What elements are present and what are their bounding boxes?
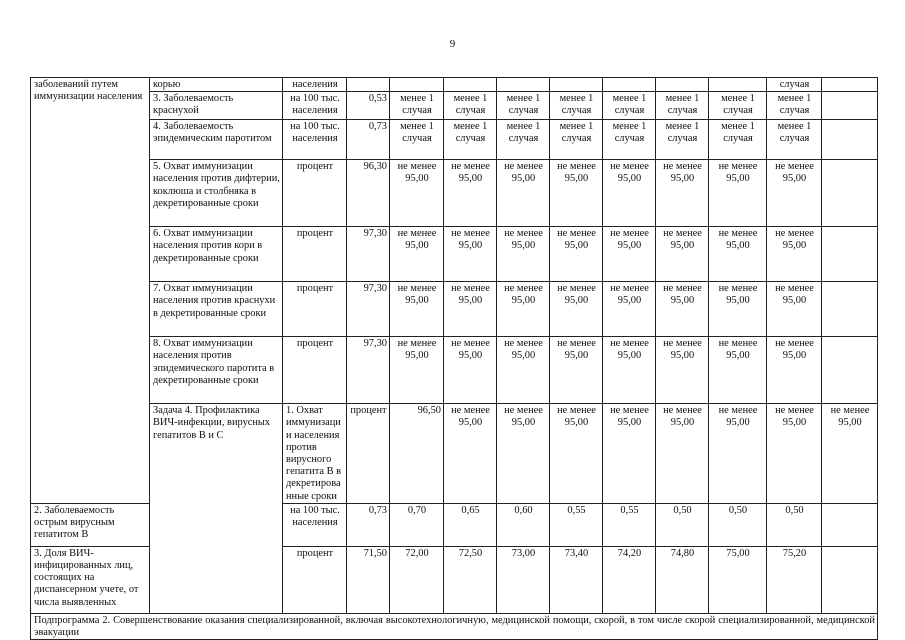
year-value-cell: менее 1 случая: [603, 120, 656, 160]
indicator-cell: корью: [150, 78, 283, 92]
year-value-cell: [822, 120, 878, 160]
table-row: [31, 78, 878, 92]
year-value-cell: менее 1 случая: [444, 120, 497, 160]
base-value-cell: 97,30: [347, 337, 390, 404]
base-value-cell: 96,50: [390, 404, 444, 504]
year-value-cell: 72,00: [390, 546, 444, 613]
year-value-cell: [603, 78, 656, 92]
year-value-cell: менее 1 случая: [656, 92, 709, 120]
year-value-cell: не менее 95,00: [656, 160, 709, 227]
year-value-cell: не менее 95,00: [656, 337, 709, 404]
year-value-cell: [822, 160, 878, 227]
year-value-cell: не менее 95,00: [709, 227, 767, 282]
year-value-cell: не менее 95,00: [390, 227, 444, 282]
table-row: [31, 404, 878, 504]
year-value-cell: не менее 95,00: [444, 227, 497, 282]
year-value-cell: [822, 503, 878, 546]
task-cell: Задача 4. Профилактика ВИЧ-инфекции, вирусных гепатитов В и С: [150, 404, 283, 614]
year-value-cell: 74,80: [656, 546, 709, 613]
year-value-cell: 0,50: [656, 503, 709, 546]
year-value-cell: [822, 227, 878, 282]
table-row: [31, 160, 878, 227]
year-value-cell: менее 1 случая: [709, 92, 767, 120]
year-value-cell: [822, 546, 878, 613]
unit-cell: на 100 тыс. населения: [283, 92, 347, 120]
year-value-cell: 0,60: [497, 503, 550, 546]
year-value-cell: случая: [767, 78, 822, 92]
year-value-cell: не менее 95,00: [603, 227, 656, 282]
year-value-cell: менее 1 случая: [497, 92, 550, 120]
year-value-cell: не менее 95,00: [550, 337, 603, 404]
page-number: 9: [449, 38, 456, 50]
year-value-cell: 73,00: [497, 546, 550, 613]
indicator-cell: 5. Охват иммунизации населения против дифтерии, коклюша и столбняка в декретированные сроки: [150, 160, 283, 227]
year-value-cell: [822, 92, 878, 120]
year-value-cell: не менее 95,00: [550, 282, 603, 337]
year-value-cell: 75,20: [767, 546, 822, 613]
year-value-cell: менее 1 случая: [656, 120, 709, 160]
year-value-cell: не менее 95,00: [656, 227, 709, 282]
base-value-cell: 0,73: [347, 503, 390, 546]
indicator-cell: 4. Заболеваемость эпидемическим паротитом: [150, 120, 283, 160]
year-value-cell: не менее 95,00: [767, 282, 822, 337]
year-value-cell: не менее 95,00: [603, 282, 656, 337]
year-value-cell: не менее 95,00: [444, 337, 497, 404]
unit-cell: процент: [283, 337, 347, 404]
year-value-cell: не менее 95,00: [444, 282, 497, 337]
indicators-table: [30, 77, 878, 640]
year-value-cell: не менее 95,00: [497, 227, 550, 282]
base-value-cell: [347, 78, 390, 92]
indicator-cell: 3. Доля ВИЧ-инфицированных лиц, состоящих на диспансерном учете, от числа выявленных: [31, 546, 150, 613]
subprogram-row: [31, 613, 878, 639]
year-value-cell: не менее 95,00: [709, 282, 767, 337]
year-value-cell: не менее 95,00: [709, 160, 767, 227]
year-value-cell: менее 1 случая: [767, 120, 822, 160]
year-value-cell: не менее 95,00: [497, 282, 550, 337]
indicator-cell: 3. Заболеваемость краснухой: [150, 92, 283, 120]
table-row: [31, 120, 878, 160]
year-value-cell: менее 1 случая: [603, 92, 656, 120]
year-value-cell: менее 1 случая: [497, 120, 550, 160]
year-value-cell: [444, 78, 497, 92]
year-value-cell: не менее 95,00: [603, 404, 656, 504]
year-value-cell: 72,50: [444, 546, 497, 613]
year-value-cell: [497, 78, 550, 92]
year-value-cell: 74,20: [603, 546, 656, 613]
year-value-cell: не менее 95,00: [550, 227, 603, 282]
year-value-cell: [822, 282, 878, 337]
indicator-cell: 6. Охват иммунизации населения против кори в декретированные сроки: [150, 227, 283, 282]
year-value-cell: не менее 95,00: [767, 404, 822, 504]
base-value-cell: 96,30: [347, 160, 390, 227]
base-value-cell: 97,30: [347, 282, 390, 337]
year-value-cell: [550, 78, 603, 92]
base-value-cell: 97,30: [347, 227, 390, 282]
year-value-cell: менее 1 случая: [390, 120, 444, 160]
year-value-cell: [822, 337, 878, 404]
year-value-cell: не менее 95,00: [444, 404, 497, 504]
base-value-cell: 0,73: [347, 120, 390, 160]
year-value-cell: не менее 95,00: [822, 404, 878, 504]
year-value-cell: не менее 95,00: [497, 160, 550, 227]
unit-cell: на 100 тыс. населения: [283, 120, 347, 160]
task-cell: заболеваний путем иммунизации населения: [31, 78, 150, 504]
table-row: [31, 282, 878, 337]
year-value-cell: 75,00: [709, 546, 767, 613]
unit-cell: процент: [283, 546, 347, 613]
year-value-cell: [656, 78, 709, 92]
table-row: [31, 227, 878, 282]
unit-cell: процент: [283, 282, 347, 337]
table-row: [31, 92, 878, 120]
year-value-cell: менее 1 случая: [550, 120, 603, 160]
year-value-cell: 0,70: [390, 503, 444, 546]
subprogram-heading: Подпрограмма 2. Совершенствование оказания специализированной, включая высокотехнологичную, медицинской помощи, скорой, в том числе скорой специализированной, медицинской эвакуации: [31, 613, 878, 639]
year-value-cell: не менее 95,00: [656, 282, 709, 337]
indicator-cell: 8. Охват иммунизации населения против эпидемического паротита в декретированные сроки: [150, 337, 283, 404]
unit-cell: процент: [347, 404, 390, 504]
year-value-cell: не менее 95,00: [767, 160, 822, 227]
base-value-cell: 0,53: [347, 92, 390, 120]
indicator-cell: 1. Охват иммунизации населения против вирусного гепатита В в декретированные сроки: [283, 404, 347, 504]
year-value-cell: не менее 95,00: [603, 337, 656, 404]
year-value-cell: [822, 78, 878, 92]
year-value-cell: менее 1 случая: [550, 92, 603, 120]
unit-cell: процент: [283, 227, 347, 282]
unit-cell: на 100 тыс. населения: [283, 503, 347, 546]
year-value-cell: не менее 95,00: [444, 160, 497, 227]
unit-cell: процент: [283, 160, 347, 227]
year-value-cell: менее 1 случая: [444, 92, 497, 120]
year-value-cell: не менее 95,00: [603, 160, 656, 227]
year-value-cell: не менее 95,00: [709, 404, 767, 504]
year-value-cell: не менее 95,00: [767, 337, 822, 404]
year-value-cell: не менее 95,00: [390, 160, 444, 227]
year-value-cell: менее 1 случая: [709, 120, 767, 160]
year-value-cell: не менее 95,00: [550, 160, 603, 227]
year-value-cell: менее 1 случая: [767, 92, 822, 120]
year-value-cell: 0,65: [444, 503, 497, 546]
table-row: [31, 337, 878, 404]
year-value-cell: менее 1 случая: [390, 92, 444, 120]
year-value-cell: не менее 95,00: [550, 404, 603, 504]
year-value-cell: не менее 95,00: [767, 227, 822, 282]
year-value-cell: 73,40: [550, 546, 603, 613]
year-value-cell: 0,50: [767, 503, 822, 546]
year-value-cell: 0,55: [550, 503, 603, 546]
year-value-cell: [390, 78, 444, 92]
year-value-cell: не менее 95,00: [656, 404, 709, 504]
year-value-cell: не менее 95,00: [390, 337, 444, 404]
year-value-cell: не менее 95,00: [709, 337, 767, 404]
year-value-cell: 0,55: [603, 503, 656, 546]
base-value-cell: 71,50: [347, 546, 390, 613]
year-value-cell: не менее 95,00: [390, 282, 444, 337]
indicator-cell: 2. Заболеваемость острым вирусным гепатитом В: [31, 503, 150, 546]
unit-cell: населения: [283, 78, 347, 92]
year-value-cell: [709, 78, 767, 92]
indicator-cell: 7. Охват иммунизации населения против краснухи в декретированные сроки: [150, 282, 283, 337]
year-value-cell: 0,50: [709, 503, 767, 546]
year-value-cell: не менее 95,00: [497, 337, 550, 404]
year-value-cell: не менее 95,00: [497, 404, 550, 504]
